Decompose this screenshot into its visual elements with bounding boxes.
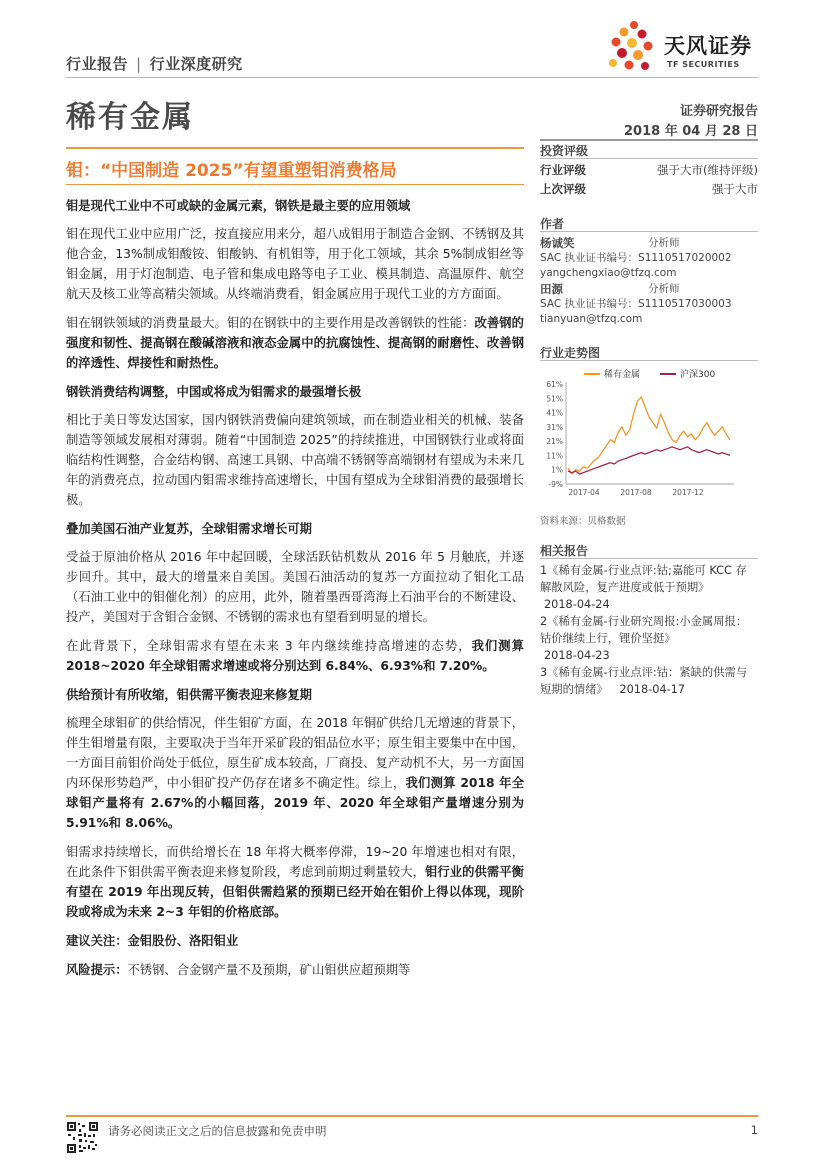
- related-report-item[interactable]: [540, 613, 758, 664]
- related-report-date: 2018-04-24: [544, 598, 610, 611]
- industry-rating-row: [540, 162, 758, 178]
- x-tick-label: 2017-12: [672, 488, 704, 497]
- series-line-csi300: [568, 447, 730, 474]
- author-heading: 作者: [540, 217, 565, 231]
- paragraph: [66, 636, 524, 676]
- author-name-row: [540, 282, 758, 297]
- sidebar-divider: [540, 231, 758, 232]
- paragraph: [66, 842, 524, 922]
- author-email[interactable]: tianyuan@tfzq.com: [540, 313, 643, 325]
- y-tick-label: 1%: [551, 465, 563, 475]
- paragraph: [66, 313, 524, 373]
- recommendation-text: 金钼股份、洛阳钼业: [127, 934, 239, 948]
- y-tick-label: 11%: [546, 451, 563, 461]
- title-top-divider: [66, 147, 524, 149]
- x-tick-label: 2017-08: [620, 488, 652, 497]
- footer-divider: [66, 1115, 758, 1117]
- series-line-rare-metals: [568, 397, 730, 474]
- risk-warning: [66, 960, 524, 980]
- paragraph: 钼在现代工业中应用广泛，按直接应用来分，超八成钼用于制造合金钢、不锈钢及其他合金，13%制成钼酸铵、钼酸钠、有机钼等，用于化工领域，其余 5%制成钼丝等钼金属，用于灯泡制造、电子管和集成电路等电子工业、模具制造、高温原件、航空航天及核工业等高精尖领域。从终端消费看，钼金属应用于现代工业的方方面面。: [66, 227, 524, 301]
- author-card: [540, 282, 758, 327]
- logo-text-cn: 天风证券: [664, 34, 752, 58]
- paragraph-text: 钼在钢铁领域的消费量最大。钼的在钢铁中的主要作用是改善钢铁的性能：: [66, 316, 475, 330]
- y-tick-label: 51%: [546, 394, 563, 404]
- paragraph: 受益于原油价格从 2016 年中起回暖，全球活跃钻机数从 2016 年 5 月触底，并逐步回升。其中，最大的增量来自美国。美国石油活动的复苏一方面拉动了钼化工品（石油工业中的钼催化剂）的应用，此外，随着墨西哥湾海上石油平台的不断建设、投产，美国对于含钼合金钢、不锈钢的需求也有望看到明显的增长。: [66, 550, 524, 624]
- title-bottom-divider: [66, 184, 524, 185]
- related-reports-list: [540, 562, 758, 698]
- author-email[interactable]: yangchengxiao@tfzq.com: [540, 267, 677, 279]
- recommendation-label: 建议关注：: [66, 934, 128, 948]
- last-rating-row: [540, 181, 758, 197]
- report-type: [66, 53, 243, 74]
- paragraph-emphasis: 钼行业的供需平衡有望在 2019 年出现反转，但钼供需趋紧的预期已经开始在钼价上得以体现，现阶段或将成为未来 2~3 年钼的价格底部。: [66, 865, 524, 919]
- sector-title: 稀有金属: [66, 100, 194, 135]
- related-report-title[interactable]: 1《稀有金属-行业点评:钴;嘉能可 KCC 存解散风险，复产进度或低于预期》: [540, 564, 747, 594]
- recommendation: [66, 931, 524, 951]
- industry-rating-label: 行业评级: [540, 163, 586, 177]
- y-tick-label: 41%: [546, 408, 563, 418]
- related-report-item[interactable]: [540, 562, 758, 613]
- header-divider: [66, 77, 758, 78]
- page-number: 1: [750, 1123, 758, 1137]
- tf-logo-icon: [604, 20, 662, 74]
- related-report-date: 2018-04-23: [544, 649, 610, 662]
- paragraph-text: 在此背景下，全球钼需求有望在未来 3 年内继续维持高增速的态势，: [66, 639, 472, 653]
- sidebar-top-divider: [540, 139, 758, 141]
- document-type: 证券研究报告: [679, 104, 758, 119]
- sidebar-divider: [540, 158, 758, 159]
- chart-source: 资料来源：贝格数据: [540, 516, 626, 527]
- related-reports-heading: 相关报告: [540, 544, 589, 558]
- paragraph: 相比于美日等发达国家，国内钢铁消费偏向建筑领域，而在制造业相关的机械、装备制造等领域发展相对薄弱。随着“中国制造 2025”的持续推进，中国钢铁行业或将面临结构性调整，合金结构钢、高速工具钢、中高端不锈钢等高端钢材有望成为未来几年的消费亮点，拉动国内钼需求维持高速增长，中国有望成为全球钼消费的最强增长极。: [66, 413, 524, 507]
- author-name: 杨诚笑: [540, 236, 575, 250]
- paragraph-emphasis: 改善钢的强度和韧性、提高钢在酸碱溶液和液态金属中的抗腐蚀性、提高钢的耐磨性、改善钢的淬透性、焊接性和耐热性。: [66, 316, 524, 370]
- y-tick-label: -9%: [548, 480, 563, 489]
- industry-rating-value: 强于大市(维持评级): [657, 163, 758, 177]
- paragraph: [66, 713, 524, 833]
- author-cert: SAC 执业证书编号：S1110517030003: [540, 298, 732, 310]
- legend-label: 稀有金属: [604, 370, 641, 380]
- y-tick-label: 21%: [546, 437, 563, 447]
- related-report-item[interactable]: [540, 664, 758, 698]
- footer-disclaimer: 请务必阅读正文之后的信息披露和免责申明: [108, 1124, 327, 1138]
- report-type-separator: |: [136, 55, 142, 73]
- x-tick-label: 2017-04: [568, 488, 600, 497]
- report-type-secondary: 行业深度研究: [149, 55, 243, 73]
- risk-label: 风险提示：: [66, 963, 128, 977]
- paragraph-text: 梳理全球钼矿的供给情况，伴生钼矿方面，在 2018 年铜矿供给几无增速的背景下，伴生钼增量有限，主要取决于当年开采矿段的钼品位水平；原生钼主要集中在中国，一方面目前钼价尚处于低位，原生矿成本较高，厂商投、复产动机不大，另一方面国内环保形势趋严，中小钼矿投产仍存在诸多不确定性。综上，: [66, 716, 524, 790]
- paragraph-emphasis: 我们测算 2018~2020 年全球钼需求增速或将分别达到 6.84%、6.93%和 7.20%。: [66, 639, 524, 673]
- author-name-row: [540, 236, 758, 251]
- section-heading-3: 叠加美国石油产业复苏，全球钼需求增长可期: [66, 522, 312, 536]
- section-heading-2: 钢铁消费结构调整，中国或将成为钼需求的最强增长极: [66, 385, 362, 399]
- y-tick-label: 61%: [546, 380, 563, 389]
- report-type-primary: 行业报告: [66, 55, 129, 73]
- related-report-title[interactable]: 2《稀有金属-行业研究周报:小金属周报：钴价继续上行，锂价坚挺》: [540, 615, 748, 645]
- last-rating-value: 强于大市: [712, 182, 758, 196]
- author-role: 分析师: [648, 237, 680, 249]
- rating-heading: 投资评级: [540, 144, 589, 158]
- author-card: [540, 236, 758, 281]
- main-content: [66, 196, 524, 989]
- logo-text-en: TF SECURITIES: [667, 60, 740, 69]
- report-title: 钼：“中国制造 2025”有望重塑钼消费格局: [66, 161, 397, 181]
- risk-text: 不锈钢、合金钢产量不及预期，矿山钼供应超预期等: [127, 963, 411, 977]
- sidebar-divider: [540, 360, 758, 361]
- section-heading-4: 供给预计有所收缩，钼供需平衡表迎来修复期: [66, 688, 312, 702]
- last-rating-label: 上次评级: [540, 182, 586, 196]
- section-heading-1: 钼是现代工业中不可或缺的金属元素，钢铁是最主要的应用领域: [66, 199, 411, 213]
- legend-label: 沪深300: [680, 370, 716, 380]
- related-report-title[interactable]: 3《稀有金属-行业点评:钴：紧缺的供需与短期的情绪》: [540, 666, 748, 696]
- author-name: 田源: [540, 282, 563, 296]
- paragraph-text: 钼需求持续增长，而供给增长在 18 年将大概率停滞，19~20 年增速也相对有限，在此条件下钼供需平衡表迎来修复阶段，考虑到前期过剩量较大，: [66, 845, 524, 879]
- related-report-date: 2018-04-17: [619, 683, 686, 696]
- industry-trend-chart: [540, 364, 758, 510]
- author-role: 分析师: [648, 283, 680, 295]
- author-cert: SAC 执业证书编号：S1110517020002: [540, 252, 732, 264]
- sidebar-divider: [540, 558, 758, 559]
- y-tick-label: 31%: [546, 422, 563, 432]
- qr-code-icon: [66, 1121, 99, 1154]
- trend-heading: 行业走势图: [540, 346, 601, 360]
- document-date: 2018 年 04 月 28 日: [624, 124, 758, 139]
- paragraph-emphasis: 我们测算 2018 年全球钼产量将有 2.67%的小幅回落，2019 年、2020 年全球钼产量增速分别为 5.91%和 8.06%。: [66, 776, 524, 830]
